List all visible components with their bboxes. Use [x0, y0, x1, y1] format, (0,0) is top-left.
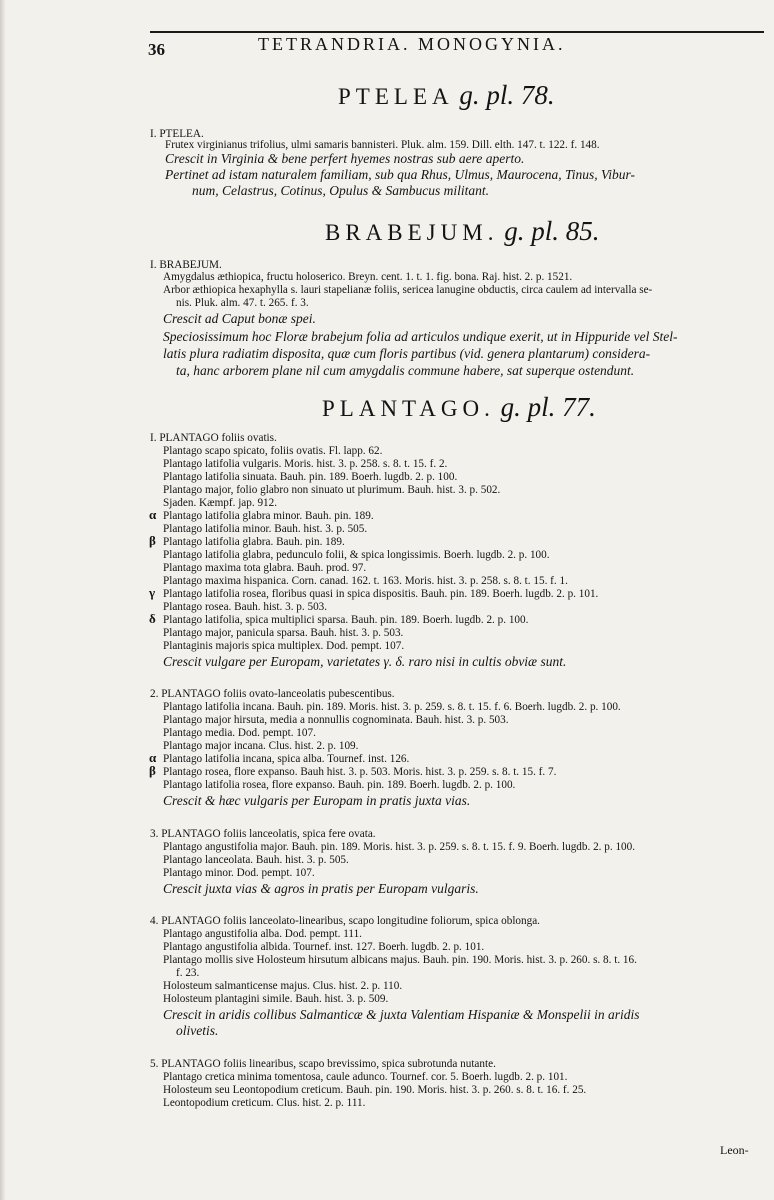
species-heading: 3. PLANTAGO foliis lanceolatis, spica fere ovata. — [150, 828, 376, 840]
synonym-line: Plantaginis majoris spica multiplex. Dod. pempt. 107. — [163, 640, 405, 652]
habitat-line: olivetis. — [176, 1023, 219, 1038]
synonym-line: Plantago latifolia incana. Bauh. pin. 189. Moris. hist. 3. p. 259. s. 8. t. 15. f. 6. Boerh. lugdb. 2. p. 100. — [163, 701, 621, 713]
habitat-line: Crescit ad Caput bonæ spei. — [163, 311, 316, 326]
catchword: Leon- — [720, 1143, 749, 1157]
genus-name: BRABEJUM. — [325, 220, 499, 245]
variety-beta-marker: β — [149, 533, 156, 548]
page-number: 36 — [148, 40, 165, 59]
variety-alpha-marker: α — [149, 507, 157, 522]
synonym-line: Plantago scapo spicato, foliis ovatis. Fl. lapp. 62. — [163, 445, 383, 457]
synonym-line: Plantago angustifolia major. Bauh. pin. 189. Moris. hist. 3. p. 259. s. 8. t. 15. f. 9. Boerh. lugdb. 2. p. 100. — [163, 841, 636, 853]
synonym-line: Sjaden. Kæmpf. jap. 912. — [163, 497, 278, 509]
note-line: Pertinet ad istam naturalem familiam, sub qua Rhus, Ulmus, Maurocena, Tinus, Vibur- — [165, 167, 635, 182]
habitat-line: Crescit in Virginia & bene perfert hyemes nostras sub aere aperto. — [165, 151, 525, 166]
genus-title-ptelea — [338, 80, 555, 111]
synonym-line: Plantago latifolia glabra minor. Bauh. pin. 189. — [163, 510, 374, 522]
synonym-line: Arbor æthiopica hexaphylla s. lauri stapelianæ foliis, sericea lanugine obductis, circa caulem ad intervalla se- — [163, 284, 653, 296]
variety-alpha-marker: α — [149, 750, 157, 765]
page-gutter-shadow — [0, 0, 6, 1200]
genus-name: PLANTAGO. — [322, 396, 495, 421]
synonym-line: Plantago maxima tota glabra. Bauh. prod. 97. — [163, 562, 367, 574]
synonym-line: Plantago major hirsuta, media a nonnullis cognominata. Bauh. hist. 3. p. 503. — [163, 714, 509, 726]
synonym-line: Plantago latifolia sinuata. Bauh. pin. 189. Boerh. lugdb. 2. p. 100. — [163, 471, 458, 483]
genus-reference: g. pl. 85. — [504, 216, 600, 246]
synonym-line: Plantago media. Dod. pempt. 107. — [163, 727, 316, 739]
synonym-line: Plantago angustifolia albida. Tournef. inst. 127. Boerh. lugdb. 2. p. 101. — [163, 941, 485, 953]
synonym-line: Plantago latifolia vulgaris. Moris. hist. 3. p. 258. s. 8. t. 15. f. 2. — [163, 458, 448, 470]
synonym-line: Plantago latifolia glabra, pedunculo folii, & spica longissimis. Boerh. lugdb. 2. p. 100. — [163, 549, 550, 561]
synonym-line: Plantago major, panicula sparsa. Bauh. hist. 3. p. 503. — [163, 627, 404, 639]
synonym-line: Plantago minor. Dod. pempt. 107. — [163, 867, 315, 879]
variety-delta-marker: δ — [149, 611, 156, 626]
habitat-line: Crescit juxta vias & agros in pratis per Europam vulgaris. — [163, 881, 479, 896]
variety-beta-marker: β — [149, 763, 156, 778]
note-line: ta, hanc arborem plane nil cum amygdalis commune habere, sat superque ostendunt. — [176, 363, 635, 378]
synonym-line: Frutex virginianus trifolius, ulmi samaris bannisteri. Pluk. alm. 159. Dill. elth. 147. t. 122. f. 148. — [165, 139, 600, 151]
header-rule — [150, 31, 764, 33]
synonym-line: f. 23. — [176, 967, 200, 979]
synonym-line: Plantago latifolia rosea, flore expanso. Bauh. pin. 189. Boerh. lugdb. 2. p. 100. — [163, 779, 516, 791]
synonym-line: Plantago lanceolata. Bauh. hist. 3. p. 505. — [163, 854, 349, 866]
genus-title-plantago — [322, 392, 596, 423]
genus-title-brabejum — [325, 216, 599, 247]
synonym-line: Plantago latifolia rosea, floribus quasi in spica dispositis. Bauh. pin. 189. Boerh. lugdb. 2. p. 101. — [163, 588, 599, 600]
note-line: latis plura radiatim disposita, quæ cum floris partibus (vid. genera plantarum) considera- — [163, 346, 651, 361]
synonym-line: Plantago angustifolia alba. Dod. pempt. 111. — [163, 928, 362, 940]
synonym-line: Plantago rosea, flore expanso. Bauh hist. 3. p. 503. Moris. hist. 3. p. 259. s. 8. t. 15. f. 7. — [163, 766, 557, 778]
species-heading: 5. PLANTAGO foliis linearibus, scapo brevissimo, spica subrotunda nutante. — [150, 1058, 496, 1070]
species-heading: 2. PLANTAGO foliis ovato-lanceolatis pubescentibus. — [150, 688, 395, 700]
running-title: TETRANDRIA. MONOGYNIA. — [258, 34, 566, 54]
synonym-line: Plantago maxima hispanica. Corn. canad. 162. t. 163. Moris. hist. 3. p. 258. s. 8. t. 15. f. 1. — [163, 575, 568, 587]
synonym-line: Amygdalus æthiopica, fructu holoserico. Breyn. cent. 1. t. 1. fig. bona. Raj. hist. 2. p. 1521. — [163, 271, 573, 283]
synonym-line: Plantago latifolia glabra. Bauh. pin. 189. — [163, 536, 345, 548]
genus-reference: g. pl. 77. — [500, 392, 596, 422]
species-heading: 4. PLANTAGO foliis lanceolato-linearibus, scapo longitudine foliorum, spica oblonga. — [150, 915, 540, 927]
synonym-line: Plantago major incana. Clus. hist. 2. p. 109. — [163, 740, 359, 752]
synonym-line: Plantago rosea. Bauh. hist. 3. p. 503. — [163, 601, 328, 613]
genus-reference: g. pl. 78. — [459, 80, 555, 110]
variety-gamma-marker: γ — [149, 585, 156, 600]
synonym-line: Plantago mollis sive Holosteum hirsutum albicans majus. Bauh. pin. 190. Moris. hist. 3. p. 260. s. 8. t. 16. — [163, 954, 637, 966]
habitat-line: Crescit & hæc vulgaris per Europam in pratis juxta vias. — [163, 793, 471, 808]
synonym-line: Holosteum seu Leontopodium creticum. Bauh. pin. 190. Moris. hist. 3. p. 260. s. 8. t. 16. f. 25. — [163, 1084, 587, 1096]
species-heading: I. PLANTAGO foliis ovatis. — [150, 432, 277, 444]
note-line: num, Celastrus, Cotinus, Opulus & Sambucus militant. — [192, 183, 490, 198]
habitat-line: Crescit in aridis collibus Salmanticæ & juxta Valentiam Hispaniæ & Monspelii in aridis — [163, 1007, 640, 1022]
habitat-line: Crescit vulgare per Europam, varietates γ. δ. raro nisi in cultis obviæ sunt. — [163, 654, 567, 669]
synonym-line: nis. Pluk. alm. 47. t. 265. f. 3. — [176, 297, 309, 309]
species-heading: I. PTELEA. — [150, 128, 204, 140]
synonym-line: Plantago major, folio glabro non sinuato ut plurimum. Bauh. hist. 3. p. 502. — [163, 484, 501, 496]
species-heading: I. BRABEJUM. — [150, 259, 222, 271]
synonym-line: Holosteum salmanticense majus. Clus. hist. 2. p. 110. — [163, 980, 403, 992]
synonym-line: Plantago latifolia incana, spica alba. Tournef. inst. 126. — [163, 753, 410, 765]
note-line: Speciosissimum hoc Floræ brabejum folia ad articulos undique exerit, ut in Hippuride vel Stel- — [163, 329, 678, 344]
synonym-line: Holosteum plantagini simile. Bauh. hist. 3. p. 509. — [163, 993, 389, 1005]
synonym-line: Plantago latifolia minor. Bauh. hist. 3. p. 505. — [163, 523, 368, 535]
synonym-line: Plantago latifolia, spica multiplici sparsa. Bauh. pin. 189. Boerh. lugdb. 2. p. 100. — [163, 614, 529, 626]
synonym-line: Plantago cretica minima tomentosa, caule adunco. Tournef. cor. 5. Boerh. lugdb. 2. p. 101. — [163, 1071, 568, 1083]
synonym-line: Leontopodium creticum. Clus. hist. 2. p. 111. — [163, 1097, 366, 1109]
genus-name: PTELEA — [338, 84, 454, 109]
